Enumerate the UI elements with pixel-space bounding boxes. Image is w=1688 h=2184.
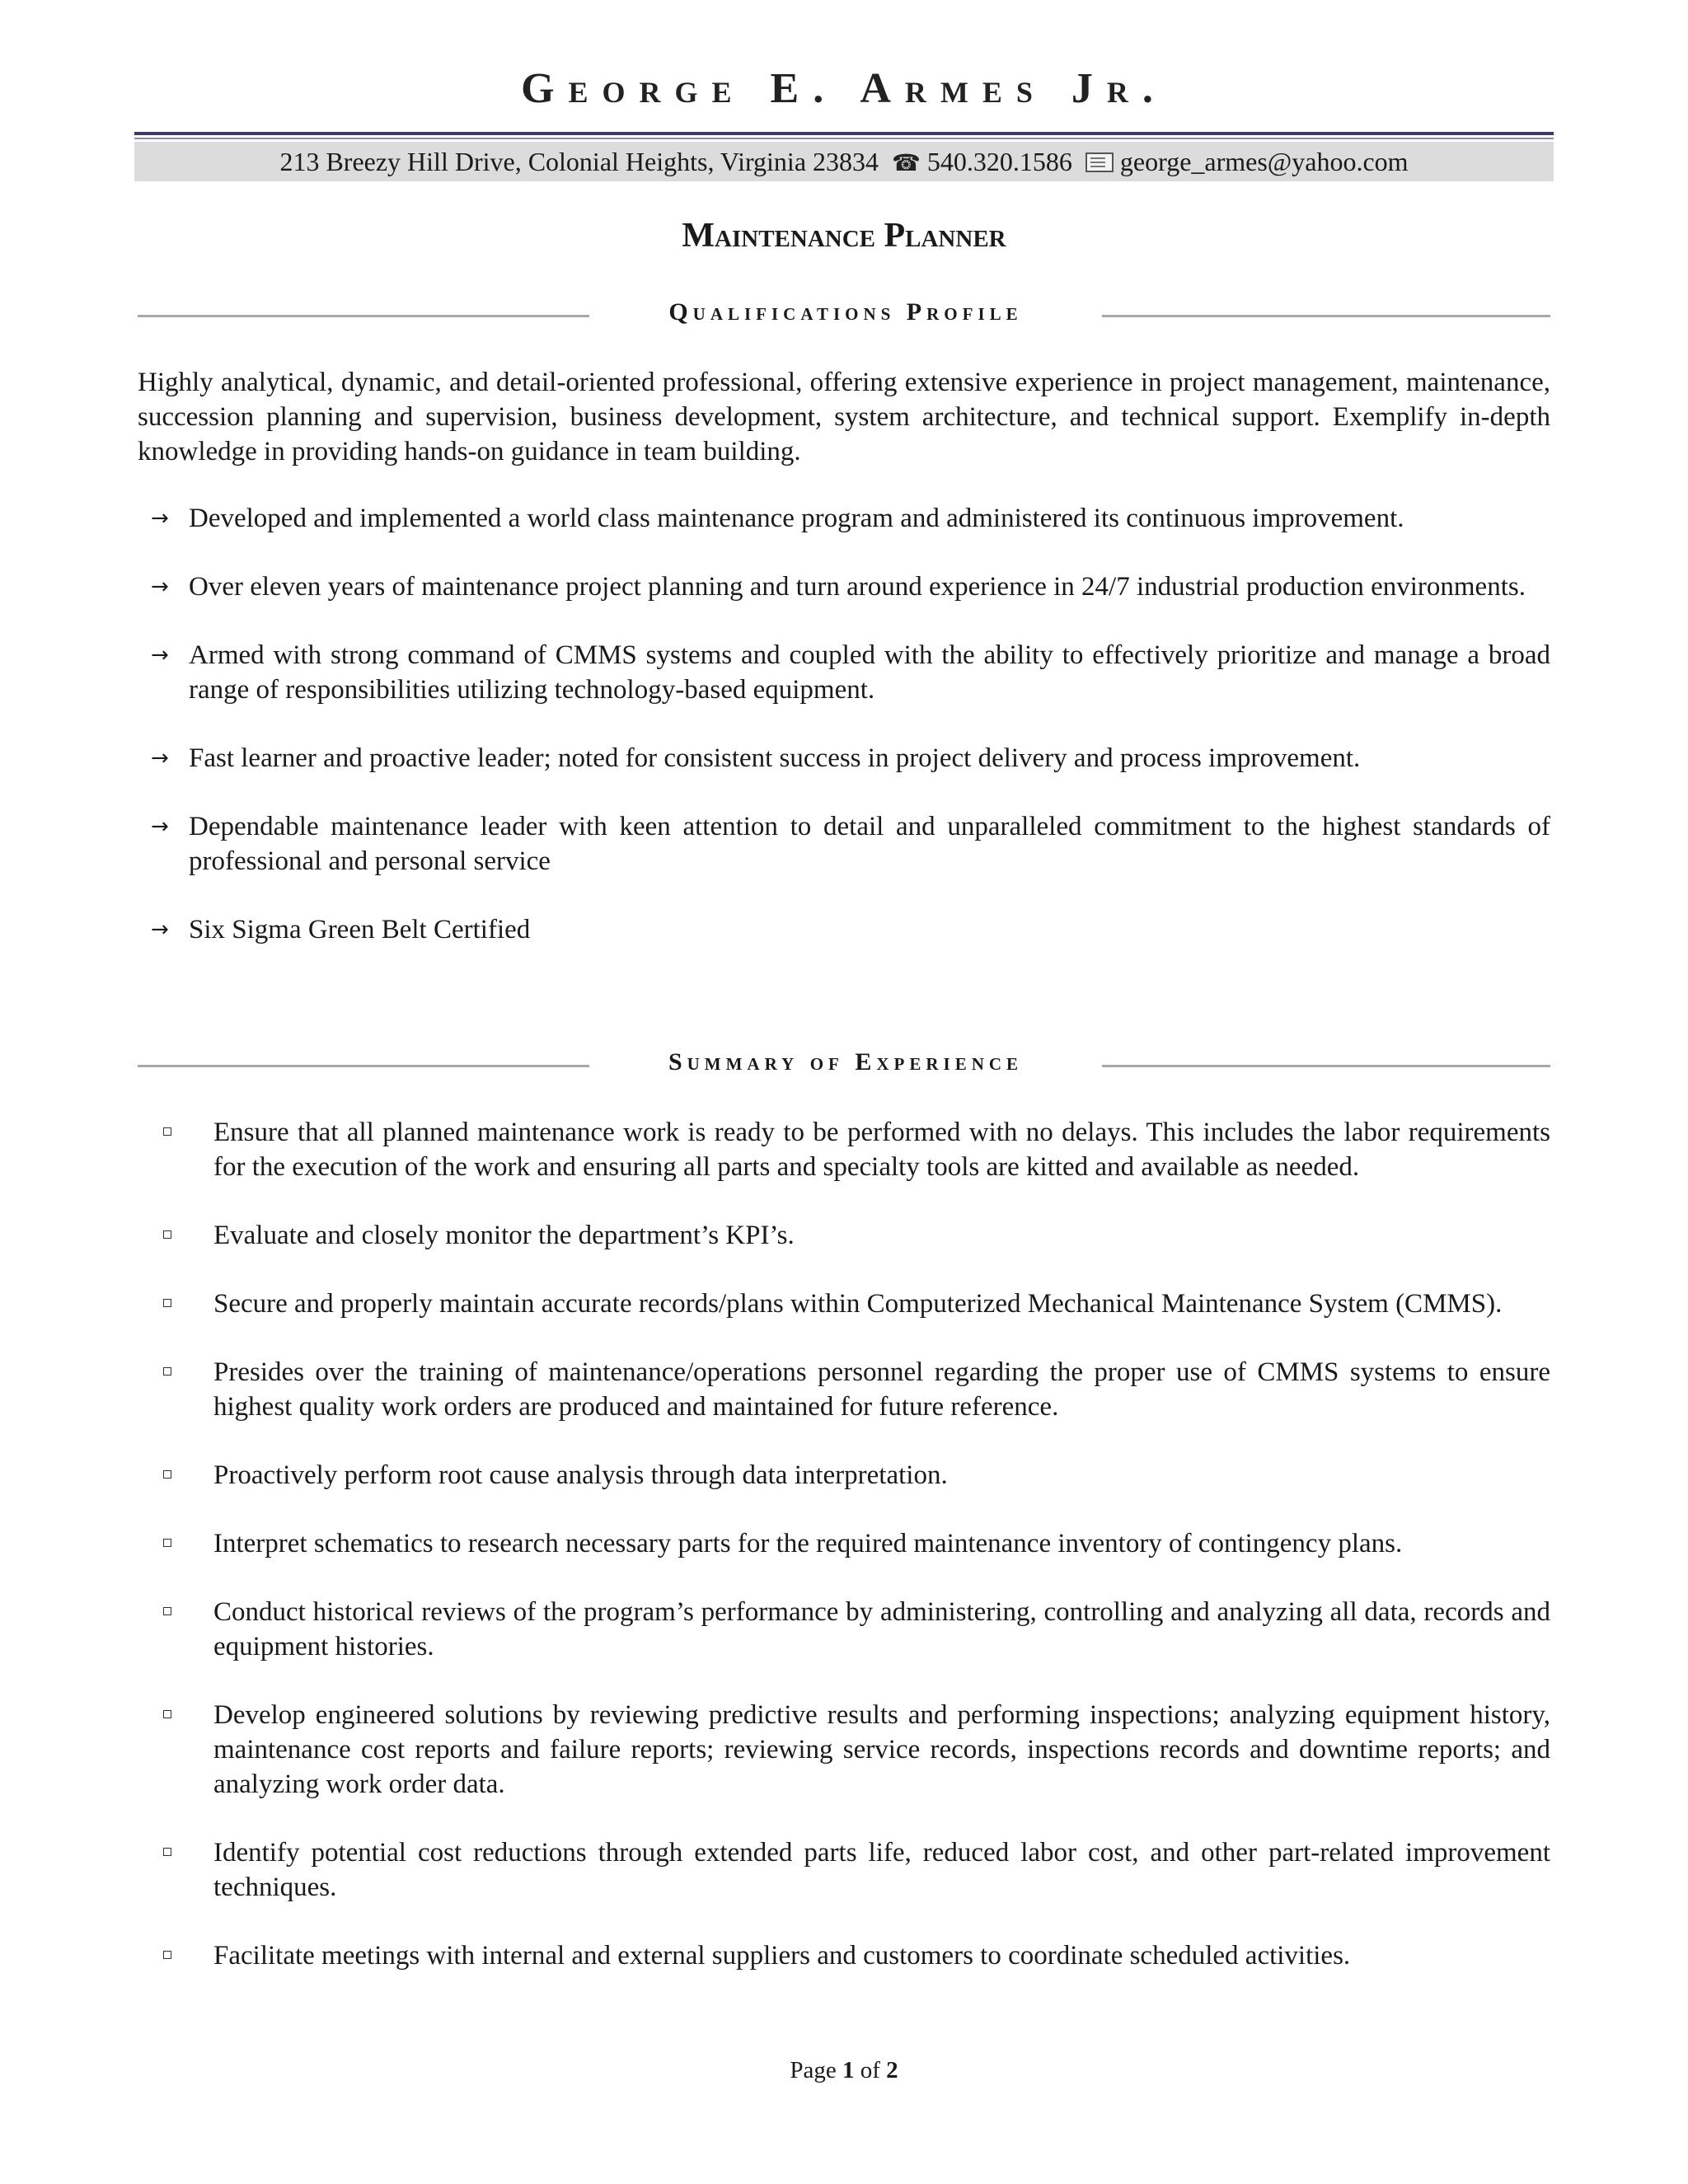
list-item (134, 741, 1550, 776)
address: 213 Breezy Hill Drive, Colonial Heights, Virginia 23834 (279, 147, 879, 176)
of-label: of (860, 2057, 880, 2083)
arrow-bullet-icon: → (151, 917, 169, 942)
square-bullet-icon (163, 1127, 171, 1136)
qualifications-list (134, 501, 1554, 981)
list-item (134, 501, 1550, 536)
list-item (134, 1595, 1550, 1664)
list-item-text: Presides over the training of maintenance/operations personnel regarding the proper use of CMMS systems to ensure highest quality work orders are produced and maintained for future reference. (213, 1357, 1550, 1422)
list-item (134, 1698, 1550, 1802)
square-bullet-icon (163, 1848, 171, 1856)
list-item-text: Dependable maintenance leader with keen attention to detail and unparalleled commitment to the highest standards of professional and personal service (189, 812, 1550, 876)
page-footer (134, 2057, 1554, 2084)
section-heading-qualifications (134, 298, 1554, 331)
qualifications-intro: Highly analytical, dynamic, and detail-oriented professional, offering extensive experience in project management, maintenance, succession planning and supervision, business development, system architecture, and technical support. Exemplify in-depth knowledge in providing hands-on guidance in team building. (138, 368, 1550, 466)
list-item-text: Six Sigma Green Belt Certified (189, 915, 531, 944)
square-bullet-icon (163, 1230, 171, 1239)
list-item-text: Ensure that all planned maintenance work is ready to be performed with no delays. This includes the labor requirements for the execution of the work and ensuring all parts and specialty tools are kitted and available as needed. (213, 1118, 1550, 1182)
heading-rule-right (1102, 1065, 1550, 1067)
square-bullet-icon (163, 1710, 171, 1718)
square-bullet-icon (163, 1470, 171, 1479)
square-bullet-icon (163, 1299, 171, 1307)
square-bullet-icon (163, 1367, 171, 1376)
contact-bar (134, 142, 1554, 181)
list-item (134, 1218, 1550, 1253)
arrow-bullet-icon: → (151, 574, 169, 599)
list-item (134, 1526, 1550, 1561)
list-item-text: Evaluate and closely monitor the department’s KPI’s. (213, 1221, 795, 1250)
list-item-text: Proactively perform root cause analysis through data interpretation. (213, 1460, 948, 1490)
list-item (134, 1938, 1550, 1973)
heading-rule-left (138, 315, 589, 317)
list-item (134, 1835, 1550, 1905)
list-item-text: Developed and implemented a world class maintenance program and administered its continuous improvement. (189, 504, 1404, 533)
list-item (134, 912, 1550, 947)
arrow-bullet-icon: → (151, 814, 169, 839)
section-title: Qualifications Profile (668, 298, 1023, 326)
list-item-text: Interpret schematics to research necessary parts for the required maintenance inventory of contingency plans. (213, 1529, 1403, 1558)
rule-light (134, 138, 1554, 139)
square-bullet-icon (163, 1539, 171, 1547)
arrow-bullet-icon: → (151, 506, 169, 531)
square-bullet-icon (163, 1607, 171, 1615)
email-icon (1085, 152, 1114, 172)
name-underline (134, 132, 1554, 139)
list-item-text: Secure and properly maintain accurate records/plans within Computerized Mechanical Maintenance System (CMMS). (213, 1289, 1503, 1319)
list-item (134, 809, 1550, 879)
list-item-text: Over eleven years of maintenance project planning and turn around experience in 24/7 industrial production environments. (189, 572, 1526, 602)
total-pages: 2 (886, 2057, 898, 2083)
list-item (134, 1115, 1550, 1184)
list-item (134, 1355, 1550, 1424)
square-bullet-icon (163, 1951, 171, 1959)
heading-rule-right (1102, 315, 1550, 317)
arrow-bullet-icon: → (151, 746, 169, 771)
list-item-text: Conduct historical reviews of the program’s performance by administering, controlling and analyzing all data, records and equipment histories. (213, 1597, 1550, 1661)
page-label: Page (790, 2057, 837, 2083)
list-item-text: Develop engineered solutions by reviewing predictive results and performing inspections; analyzing equipment history, maintenance cost reports and failure reports; reviewing service records, inspections records and downtime reports; and analyzing work order data. (213, 1700, 1550, 1799)
list-item-text: Fast learner and proactive leader; noted for consistent success in project delivery and process improvement. (189, 743, 1361, 773)
heading-rule-left (138, 1065, 589, 1067)
job-title: Maintenance Planner (682, 217, 1006, 255)
candidate-name: George E. Armes Jr. (521, 65, 1167, 112)
list-item (134, 569, 1550, 604)
email-address: george_armes@yahoo.com (1119, 147, 1409, 176)
phone-number: 540.320.1586 (926, 147, 1072, 176)
list-item (134, 1286, 1550, 1321)
list-item-text: Armed with strong command of CMMS systems and coupled with the ability to effectively prioritize and manage a broad range of responsibilities utilizing technology-based equipment. (189, 640, 1550, 705)
section-title: Summary of Experience (668, 1048, 1024, 1076)
rule-dark (134, 132, 1554, 135)
phone-icon: ☎ (892, 149, 921, 176)
current-page: 1 (842, 2057, 855, 2083)
list-item-text: Identify potential cost reductions through extended parts life, reduced labor cost, and other part-related improvement techniques. (213, 1838, 1550, 1902)
list-item-text: Facilitate meetings with internal and external suppliers and customers to coordinate scheduled activities. (213, 1941, 1351, 1971)
list-item (134, 638, 1550, 707)
section-heading-experience (134, 1048, 1554, 1081)
experience-list (134, 1115, 1554, 2007)
list-item (134, 1458, 1550, 1493)
arrow-bullet-icon: → (151, 643, 169, 668)
